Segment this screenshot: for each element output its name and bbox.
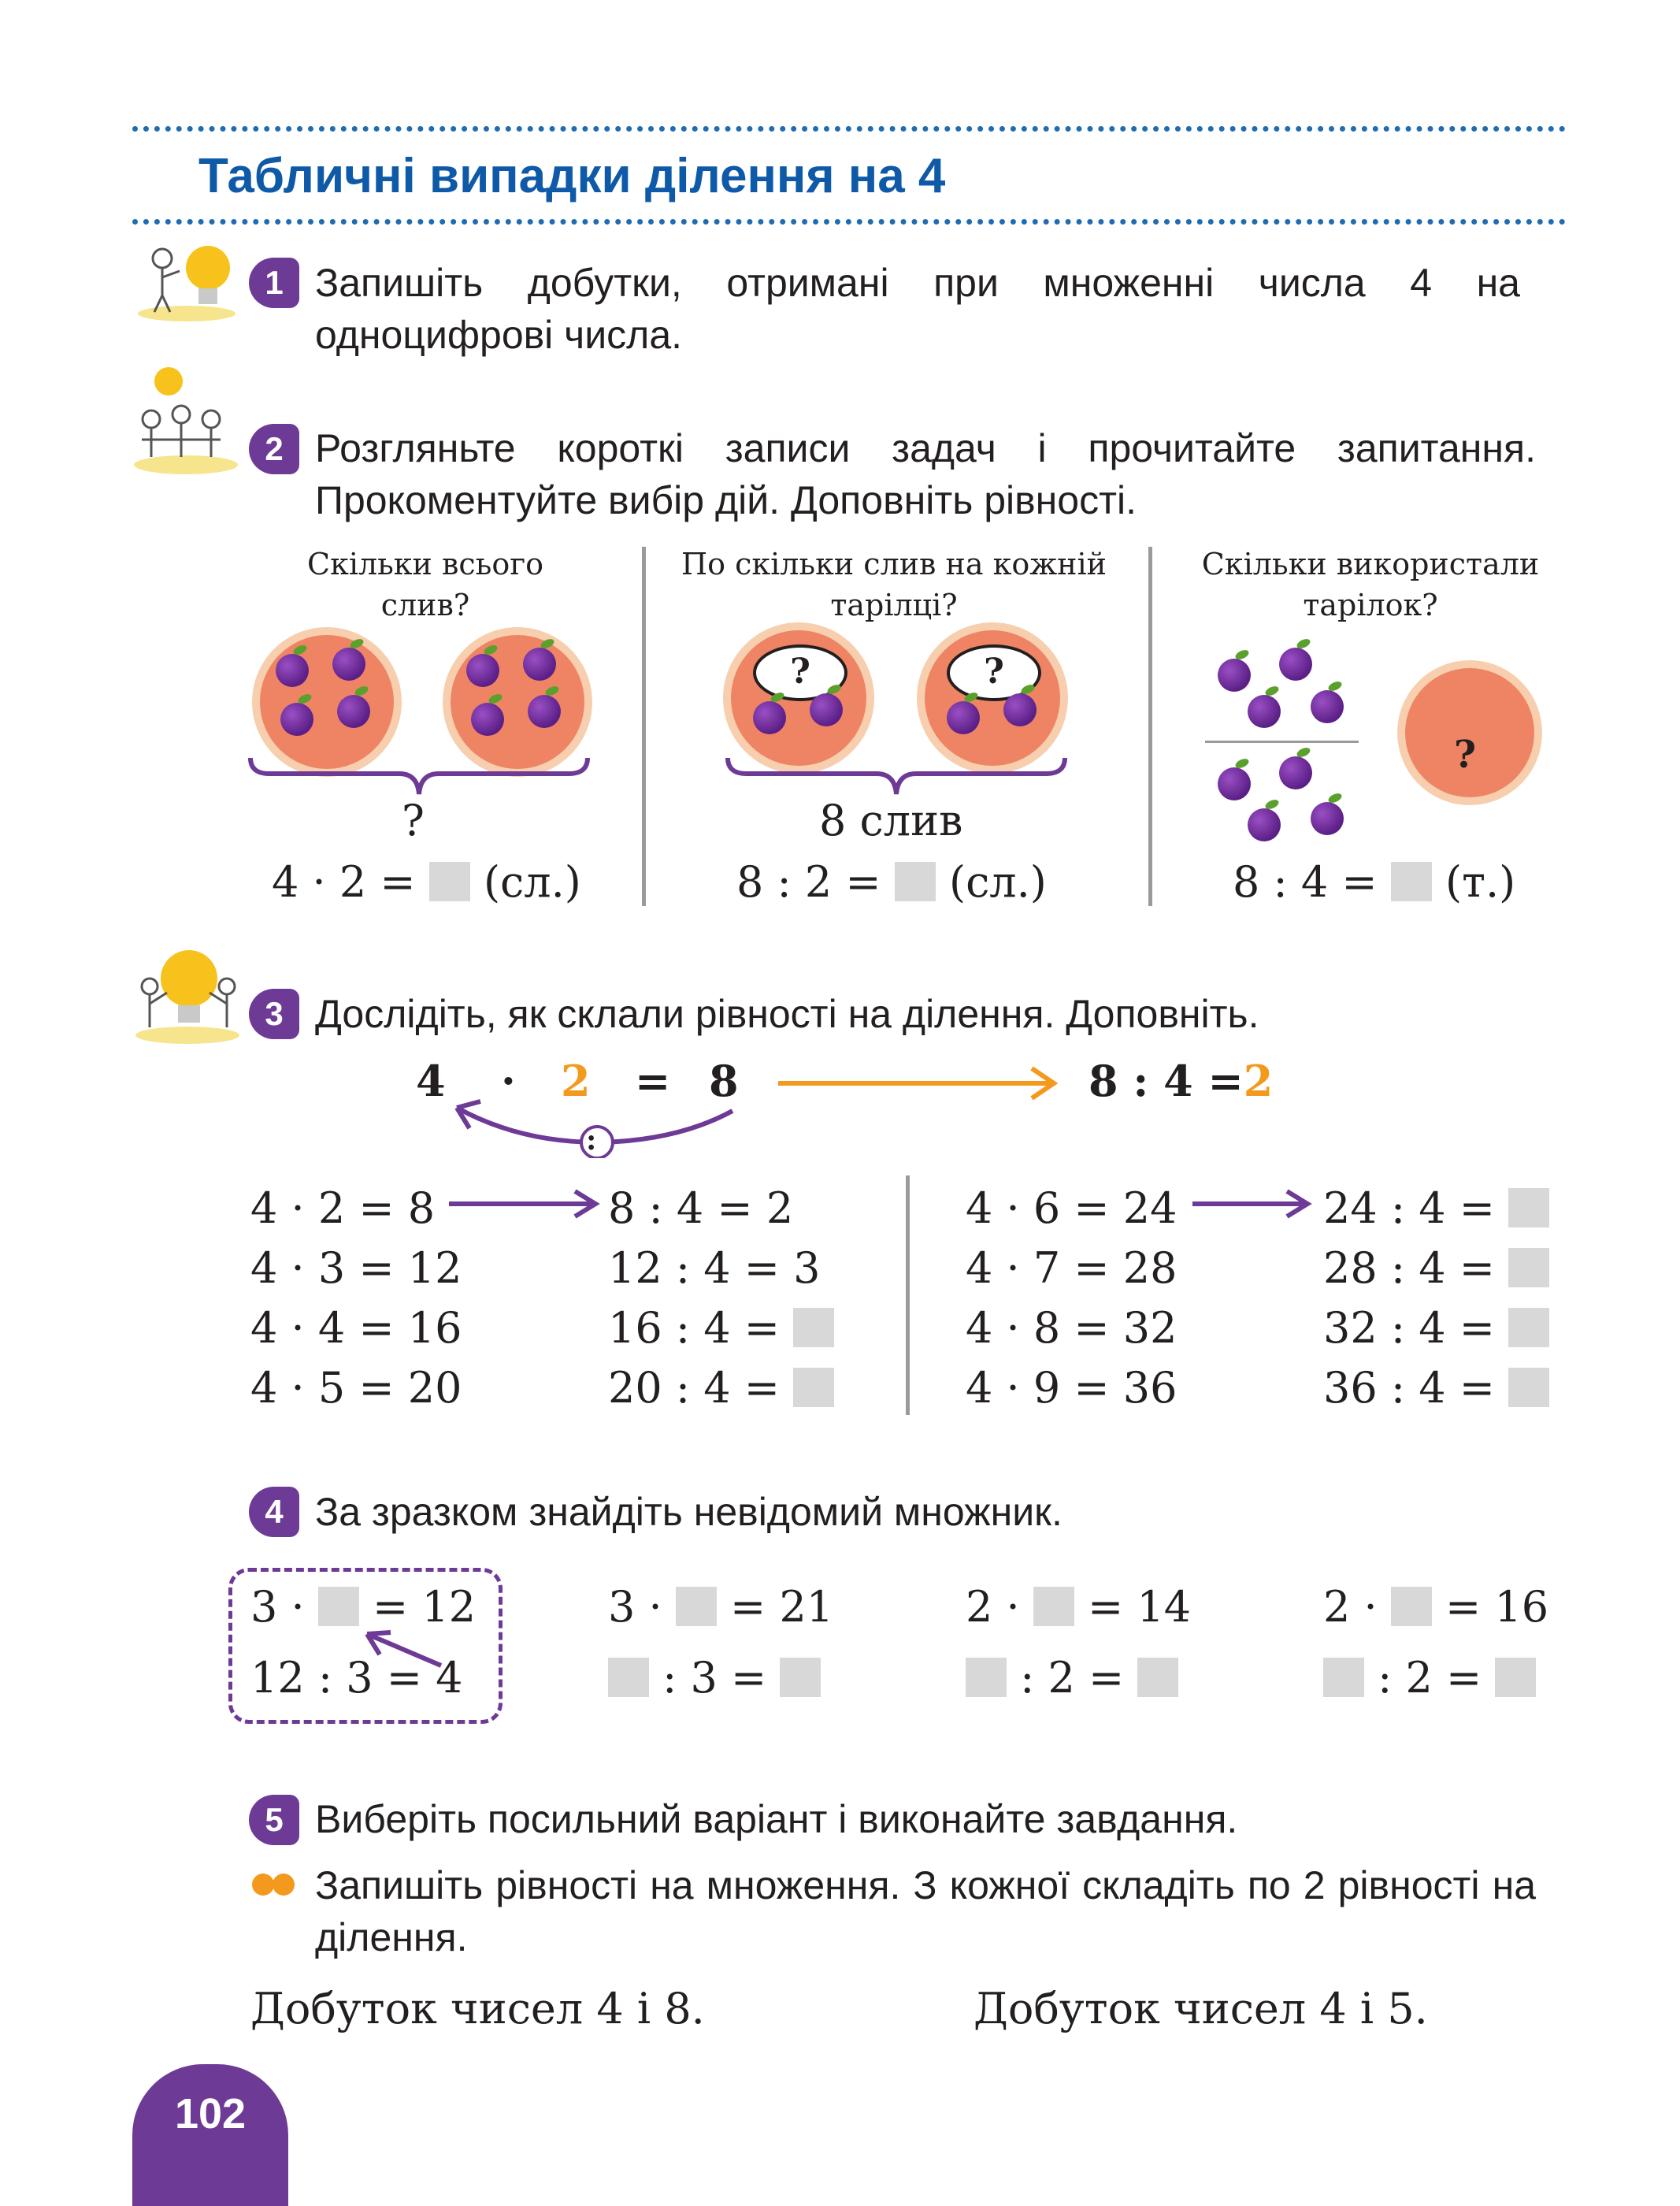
task4-col2-bottom — [966, 1653, 1178, 1703]
plum-icon — [528, 695, 561, 728]
panel-2-total: 8 слив — [819, 796, 963, 845]
example-product: 8 — [709, 1056, 739, 1106]
div-row-wrap — [1323, 1298, 1549, 1358]
task-1-number: 1 — [249, 258, 299, 308]
bottom-mid: : 2 = — [1020, 1653, 1125, 1703]
curly-brace-icon — [723, 755, 1070, 802]
example-factor-a: 4 — [416, 1056, 446, 1106]
page-title: Табличні випадки ділення на 4 — [198, 149, 946, 203]
answer-box[interactable] — [1508, 1308, 1549, 1347]
task-5-text: Виберіть посильний варіант і виконайте завдання. — [315, 1797, 1238, 1841]
plum-icon — [1218, 659, 1251, 692]
plum-icon — [337, 695, 370, 728]
answer-box[interactable] — [608, 1658, 649, 1697]
answer-box[interactable] — [966, 1658, 1007, 1697]
panel-2-equation — [736, 857, 1047, 907]
answer-box[interactable] — [1391, 1587, 1432, 1626]
plum-icon — [523, 648, 556, 681]
plate-question-mark: ? — [1454, 733, 1477, 777]
task4-col1-bottom — [608, 1653, 821, 1703]
mult-row: 4 · 3 = 12 — [250, 1243, 462, 1293]
plum-icon — [471, 703, 504, 736]
answer-box[interactable] — [1137, 1658, 1178, 1697]
table-divider — [906, 1175, 910, 1415]
task-4-text: За зразком знайдіть невідомий множник. — [315, 1490, 1063, 1534]
header-top-rule — [132, 126, 1566, 132]
div-row-wrap — [608, 1298, 834, 1358]
mult-row: 4 · 5 = 20 — [250, 1363, 462, 1413]
answer-box[interactable] — [793, 1308, 834, 1347]
task-2-number: 2 — [249, 424, 299, 474]
right-mult-column — [966, 1179, 1177, 1418]
panel-1-equation — [272, 857, 581, 907]
question-bubble: ? — [947, 644, 1041, 701]
arrow-right-icon — [772, 1064, 1071, 1103]
top-right: = 16 — [1445, 1582, 1549, 1632]
bulb-people-icon — [132, 942, 243, 1049]
example-division — [1088, 1056, 1273, 1106]
top-left: 3 · — [608, 1582, 662, 1632]
equation-unit: (т.) — [1445, 857, 1516, 907]
sample-top-left: 3 · — [250, 1582, 305, 1632]
bottom-mid: : 3 = — [662, 1653, 767, 1703]
answer-box[interactable] — [780, 1658, 821, 1697]
arrow-right-icon — [446, 1187, 603, 1221]
plum-icon — [1248, 808, 1281, 841]
plum-icon — [332, 648, 365, 681]
example-equals: = — [635, 1056, 671, 1106]
mult-row: 4 · 4 = 16 — [250, 1303, 462, 1353]
plum-icon — [1311, 802, 1344, 835]
answer-box[interactable] — [429, 862, 470, 901]
panel-divider — [1148, 547, 1152, 906]
question-bubble: ? — [753, 644, 847, 701]
equation-left: 8 : 4 = — [1233, 857, 1378, 907]
answer-box[interactable] — [1495, 1658, 1536, 1697]
answer-box[interactable] — [318, 1587, 359, 1626]
plum-icon — [1248, 695, 1281, 728]
task-3-text: Дослідіть, як склали рівності на ділення. Доповніть. — [315, 992, 1259, 1036]
right-div-column — [1323, 1179, 1549, 1418]
panel-1-caption: Скільки всього слив? — [307, 547, 543, 622]
task-5-number: 5 — [249, 1795, 299, 1845]
group-idea-icon — [132, 364, 239, 478]
answer-box[interactable] — [1508, 1188, 1549, 1227]
plum-icon — [1218, 767, 1251, 800]
panel-3-caption: Скільки використали тарілок? — [1201, 547, 1540, 622]
example-division-left: 8 : 4 = — [1088, 1056, 1244, 1106]
panel-1-question-mark: ? — [402, 796, 425, 845]
div-row: 24 : 4 = — [1323, 1183, 1496, 1233]
task4-col2-top — [966, 1582, 1191, 1632]
panel-2-caption: По скільки слив на кожній тарілці? — [681, 547, 1107, 622]
answer-box[interactable] — [1508, 1368, 1549, 1407]
panel-3-equation — [1233, 857, 1515, 907]
div-row: 16 : 4 = — [608, 1303, 781, 1353]
page-number: 102 — [174, 2090, 247, 2137]
curly-brace-icon — [246, 755, 592, 802]
div-row-wrap — [1323, 1179, 1549, 1239]
arrow-up-left-icon — [356, 1623, 451, 1670]
task-5-subtext: Запишіть рівності на множення. З кожної складіть по 2 рівності на ділення. — [315, 1863, 1536, 1959]
mult-row: 4 · 7 = 28 — [966, 1243, 1177, 1293]
div-row-wrap — [608, 1358, 834, 1418]
task-3-number: 3 — [249, 989, 299, 1039]
example-division-result: 2 — [1243, 1056, 1274, 1106]
task-4-number: 4 — [249, 1487, 299, 1537]
task4-col1-top — [608, 1582, 833, 1632]
task-2-text: Розгляньте короткі записи задач і прочитайте запитання. Прокоментуйте вибір дій. Доповніть рівності. — [315, 426, 1536, 522]
panel-divider — [642, 547, 646, 906]
plate — [260, 635, 394, 769]
plum-icon — [810, 693, 843, 726]
top-left: 2 · — [966, 1582, 1020, 1632]
task4-col3-bottom — [1323, 1653, 1536, 1703]
left-mult-column — [250, 1179, 462, 1418]
answer-box[interactable] — [895, 862, 936, 901]
div-row: 36 : 4 = — [1323, 1363, 1496, 1413]
answer-box[interactable] — [1391, 862, 1432, 901]
left-div-column — [608, 1179, 834, 1418]
top-left: 2 · — [1323, 1582, 1378, 1632]
div-row: 20 : 4 = — [608, 1363, 781, 1413]
div-row: 8 : 4 = 2 — [608, 1183, 794, 1233]
task-5-right-item: Добуток чисел 4 і 5. — [974, 1984, 1428, 2033]
plum-icon — [1311, 690, 1344, 723]
top-right: = 21 — [730, 1582, 834, 1632]
plum-icon — [280, 703, 313, 736]
answer-box[interactable] — [793, 1368, 834, 1407]
difficulty-dot-icon — [273, 1874, 295, 1896]
sample-top-right: = 12 — [373, 1582, 477, 1632]
plate — [451, 635, 584, 769]
task-1-text: Запишіть добутки, отримані при множенні числа 4 на одноцифрові числа. — [315, 261, 1520, 357]
answer-box[interactable] — [1508, 1248, 1549, 1287]
plum-icon — [1279, 648, 1312, 681]
example-factor-b: 2 — [561, 1056, 591, 1106]
plum-icon — [947, 701, 980, 734]
division-sign-circle: : — [586, 1123, 597, 1157]
plum-icon — [1279, 756, 1312, 789]
mult-row: 4 · 6 = 24 — [966, 1183, 1177, 1233]
plum-icon — [466, 654, 499, 687]
answer-box[interactable] — [1323, 1658, 1364, 1697]
answer-box[interactable] — [1033, 1587, 1074, 1626]
div-row-wrap — [1323, 1239, 1549, 1298]
plum-icon — [276, 654, 309, 687]
div-row: 32 : 4 = — [1323, 1303, 1496, 1353]
task-5-left-item: Добуток чисел 4 і 8. — [250, 1984, 705, 2033]
example-dot: · — [501, 1056, 516, 1106]
div-row-wrap — [1323, 1358, 1549, 1418]
bottom-mid: : 2 = — [1378, 1653, 1482, 1703]
arrow-right-icon — [1189, 1187, 1315, 1221]
equation-left: 4 · 2 = — [272, 857, 416, 907]
plum-icon — [753, 701, 786, 734]
task4-col3-top — [1323, 1582, 1548, 1632]
group-divider — [1205, 741, 1359, 743]
mult-row: 4 · 2 = 8 — [250, 1183, 436, 1233]
top-right: = 14 — [1088, 1582, 1192, 1632]
mult-row: 4 · 8 = 32 — [966, 1303, 1177, 1353]
header-bottom-rule — [132, 219, 1566, 225]
difficulty-dot-icon — [252, 1874, 274, 1896]
equation-unit: (сл.) — [483, 857, 581, 907]
equation-left: 8 : 2 = — [736, 857, 881, 907]
div-row: 12 : 4 = 3 — [608, 1243, 821, 1293]
idea-bulb-icon — [135, 236, 238, 325]
div-row: 28 : 4 = — [1323, 1243, 1496, 1293]
plum-icon — [1003, 693, 1037, 726]
sample-bottom: 12 : 3 = 4 — [250, 1653, 463, 1703]
mult-row: 4 · 9 = 36 — [966, 1363, 1177, 1413]
answer-box[interactable] — [676, 1587, 717, 1626]
equation-unit: (сл.) — [949, 857, 1047, 907]
